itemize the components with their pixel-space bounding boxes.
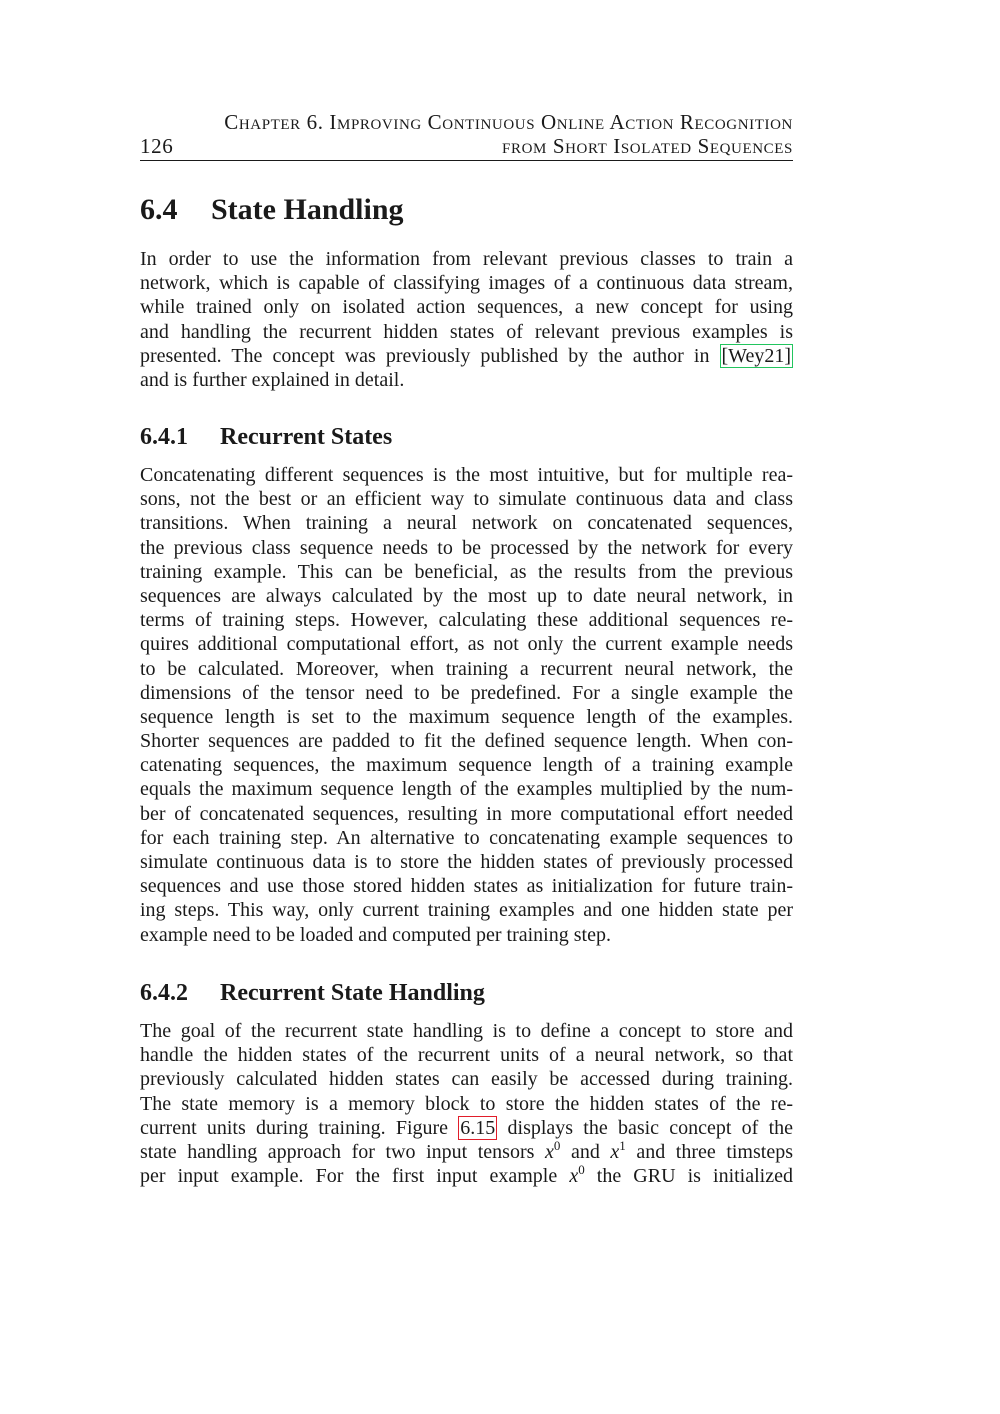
section-title-text: State Handling: [211, 193, 404, 226]
subsection-number: 6.4.1: [140, 424, 188, 450]
text-line: transitions. When training a neural network on concatenated sequences,: [140, 512, 793, 535]
text-line: Concatenating different sequences is the most intuitive, but for multiple rea-: [140, 464, 793, 486]
math-var-x0: $x^0$: [569, 1162, 585, 1188]
subsection-title-recurrent-state-handling: [140, 978, 485, 1008]
text-line: ber of concatenated sequences, resulting in more computational effort needed: [140, 802, 793, 825]
text-line: quires additional computational effort, as not only the current example needs: [140, 633, 793, 656]
text-fragment: presented. The concept was previously published by the author in: [140, 344, 720, 367]
section-number: 6.4: [140, 193, 178, 226]
text-fragment: per input example. For the first input example: [140, 1165, 570, 1188]
text-line: sequence length is set to the maximum sequence length of the examples.: [140, 705, 793, 728]
text-line: while trained only on isolated action sequences, a new concept for using: [140, 296, 793, 319]
text-line: catenating sequences, the maximum sequence length of a training example: [140, 754, 793, 777]
text-line: handle the hidden states of the recurrent units of a neural network, so that: [140, 1044, 793, 1067]
text-line: Shorter sequences are padded to fit the defined sequence length. When con-: [140, 730, 793, 753]
running-head-chapter: Chapter 6. Improving Continuous Online Action Recognition: [224, 110, 793, 134]
text-fragment: displays the basic concept of the: [497, 1116, 794, 1139]
text-line: example need to be loaded and computed per training step.: [140, 923, 611, 946]
text-line: terms of training steps. However, calculating these additional sequences re-: [140, 609, 793, 632]
intro-paragraph: [140, 247, 793, 392]
section-title: [140, 190, 404, 230]
text-fragment: and: [560, 1140, 611, 1163]
text-line: network, which is capable of classifying images of a continuous data stream,: [140, 272, 793, 295]
citation-link-wey21[interactable]: [Wey21]: [721, 344, 791, 367]
text-line: for each training step. An alternative to concatenating example sequences to: [140, 826, 793, 849]
running-head-line2: [140, 134, 793, 158]
math-var-x1: $x^1$: [610, 1137, 626, 1163]
text-line: equals the maximum sequence length of the examples multiplied by the num-: [140, 778, 793, 801]
text-line: simulate continuous data is to store the hidden states of previously processed: [140, 851, 793, 873]
text-line: [140, 1164, 793, 1188]
recurrent-states-paragraph: [140, 463, 793, 947]
text-line: In order to use the information from relevant previous classes to train a: [140, 248, 793, 270]
text-line: to be calculated. Moreover, when training a recurrent neural network, the: [140, 657, 793, 680]
text-line: the previous class sequence needs to be processed by the network for every: [140, 536, 793, 559]
subsection-title-recurrent-states: [140, 422, 392, 452]
text-line: [140, 344, 793, 368]
subsection-title-text: Recurrent States: [220, 424, 393, 450]
text-line: The state memory is a memory block to store the hidden states of the re-: [140, 1092, 793, 1115]
text-line: sequences are always calculated by the most up to date neural network, in: [140, 584, 793, 607]
text-line: training example. This can be beneficial, as the results from the previous: [140, 560, 793, 583]
state-handling-paragraph: [140, 1019, 793, 1188]
subsection-title-text: Recurrent State Handling: [220, 980, 485, 1006]
running-head: [140, 110, 793, 158]
text-line: ing steps. This way, only current training examples and one hidden state per: [140, 899, 793, 922]
text-line: sons, not the best or an efficient way to simulate continuous data and class: [140, 488, 793, 511]
text-line: The goal of the recurrent state handling is to define a concept to store and: [140, 1020, 793, 1042]
text-line: sequences and use those stored hidden states as initialization for future train-: [140, 875, 793, 898]
text-line: and handling the recurrent hidden states of relevant previous examples is: [140, 320, 793, 343]
text-line: dimensions of the tensor need to be predefined. For a single example the: [140, 681, 793, 704]
figure-ref-link[interactable]: 6.15: [460, 1116, 496, 1139]
text-line: and is further explained in detail.: [140, 368, 405, 391]
page-number: 126: [140, 134, 174, 158]
text-line: [140, 1137, 793, 1164]
text-line: previously calculated hidden states can easily be accessed during training.: [140, 1068, 793, 1091]
text-fragment: the GRU is initialized: [584, 1165, 793, 1188]
running-head-subtitle: from Short Isolated Sequences: [502, 134, 793, 158]
header-rule: [140, 160, 793, 161]
text-fragment: current units during training. Figure: [140, 1116, 459, 1139]
math-var-x0: $x^0$: [544, 1137, 561, 1163]
text-fragment: and three timsteps: [625, 1140, 793, 1163]
text-line: [140, 1116, 793, 1140]
text-fragment: state handling approach for two input tensors: [140, 1140, 545, 1163]
subsection-number: 6.4.2: [140, 980, 188, 1006]
